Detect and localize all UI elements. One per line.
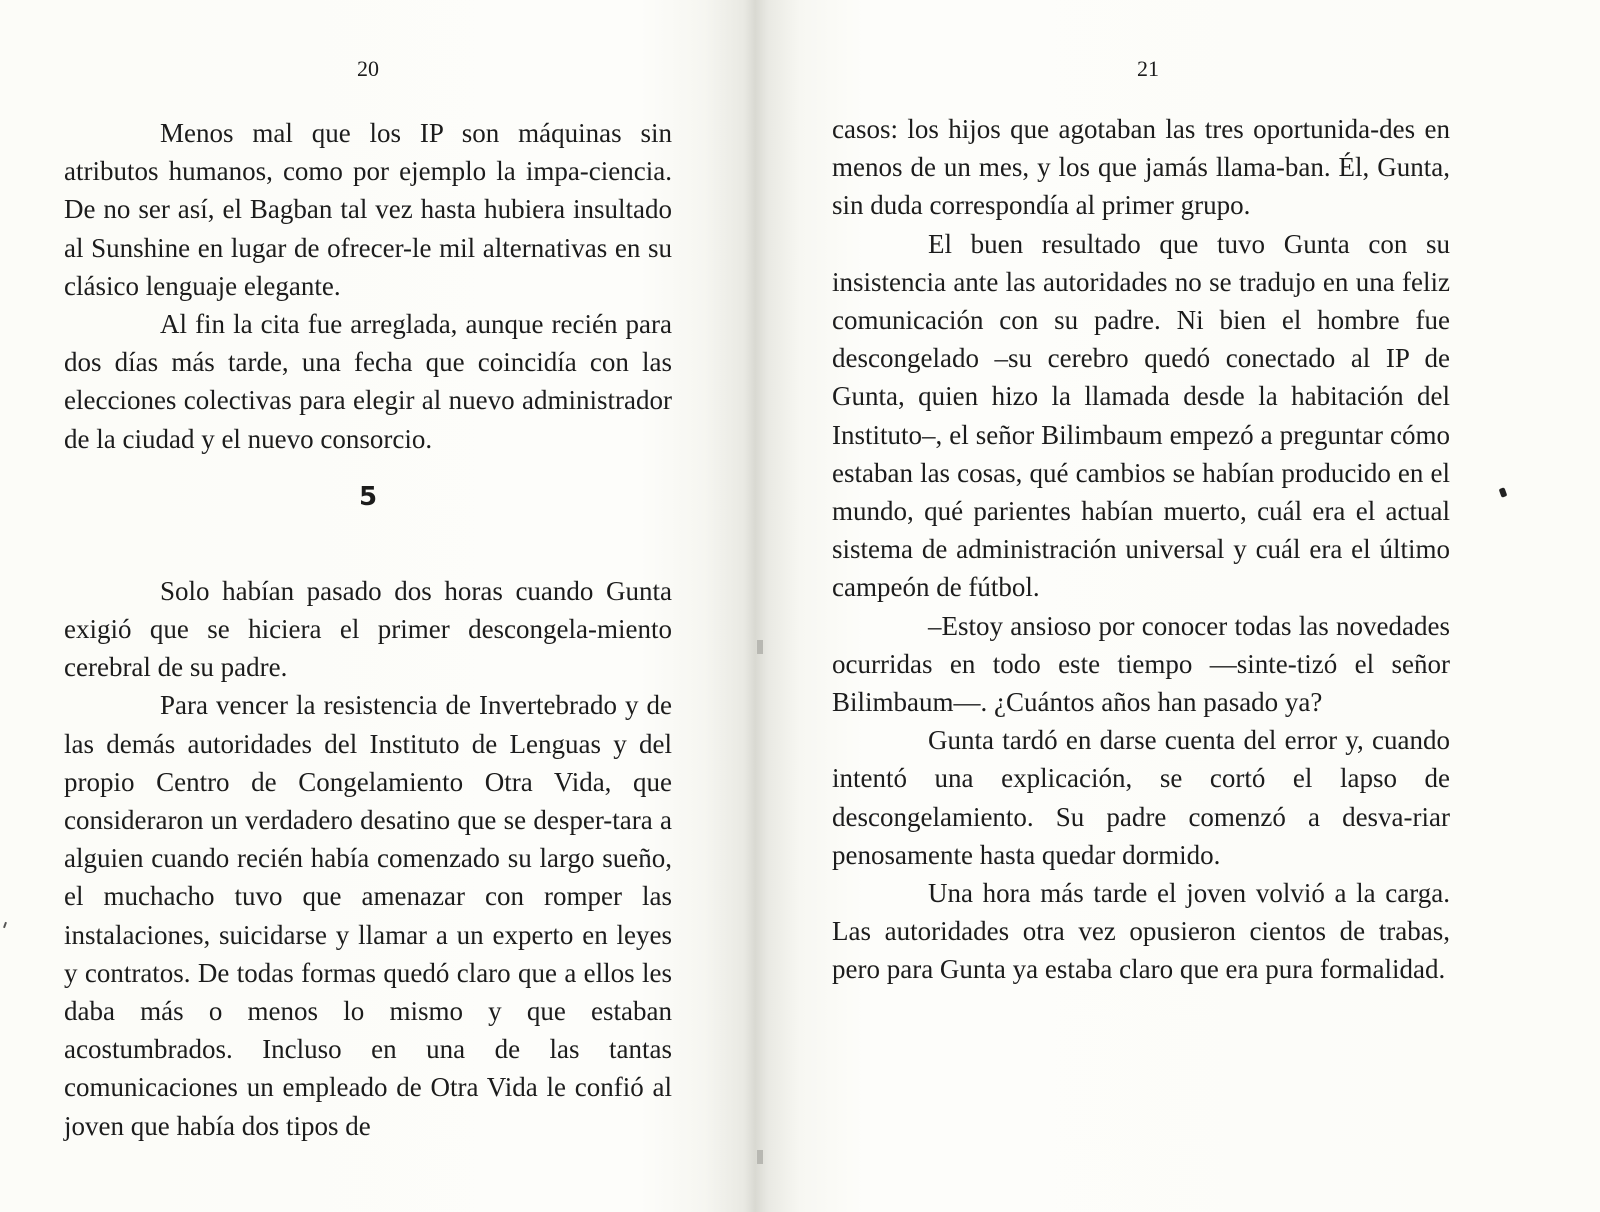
right-paragraph-2: El buen resultado que tuvo Gunta con su insistencia ante las autoridades no se tradujo en una feliz comunicación con su padre. Ni bien el hombre fue descongelado –su cerebro quedó conectado al IP de Gunta, quien hizo la llamada desde la habitación del Instituto–, el señor Bilimbaum empezó a preguntar cómo estaban las cosas, qué cambios se habían producido en el mundo, qué parientes habían muerto, cuál era el actual sistema de administración universal y cuál era el último campeón de fútbol. xyxy=(832,228,1450,603)
left-paragraph-2: Al fin la cita fue arreglada, aunque recién para dos días más tarde, una fecha que coincidía con las elecciones colectivas para elegir al nuevo administrador de la ciudad y el nuevo consorcio. xyxy=(64,309,672,454)
right-paragraph-4: Gunta tardó en darse cuenta del error y, cuando intentó una explicación, se cortó el lapso de descongelamiento. Su padre comenzó a desva-riar penosamente hasta quedar dormido. xyxy=(832,725,1450,870)
left-paragraph-3: Solo habían pasado dos horas cuando Gunta exigió que se hiciera el primer descongela-miento cerebral de su padre. xyxy=(64,575,672,683)
right-paragraph-1: casos: los hijos que agotaban las tres oportunida-des en menos de un mes, y los que jamás llama-ban. Él, Gunta, sin duda correspondía al primer grupo. xyxy=(832,114,1450,221)
right-paragraph-3: –Estoy ansioso por conocer todas las novedades ocurridas en todo este tiempo —sinte-tizó el señor Bilimbaum—. ¿Cuántos años han pasado ya? xyxy=(832,610,1450,718)
right-page-text xyxy=(832,110,1450,989)
left-page xyxy=(0,0,740,1212)
page-number-left: 20 xyxy=(357,56,379,81)
page-number-right: 21 xyxy=(1137,56,1159,81)
left-paragraph-1: Menos mal que los IP son máquinas sin atributos humanos, como por ejemplo la impa-ciencia. De no ser así, el Bagban tal vez hasta hubiera insultado al Sunshine en lugar de ofrecer-le mil alternativas en su clásico lenguaje elegante. xyxy=(64,118,672,301)
section-number: 5 xyxy=(358,481,378,512)
right-page xyxy=(770,0,1600,1212)
left-paragraph-4: Para vencer la resistencia de Invertebrado y de las demás autoridades del Instituto de Lenguas y del propio Centro de Congelamiento Otra Vida, que consideraron un verdadero desatino que se desper-tara a alguien cuando recién había comenzado su largo sueño, el muchacho tuvo que amenazar con romper las instalaciones, suicidarse y llamar a un experto en leyes y contratos. De todas formas quedó claro que a ellos les daba más o menos lo mismo y que estaban acostumbrados. Incluso en una de las tantas comunicaciones un empleado de Otra Vida le confió al joven que había dos tipos de xyxy=(64,690,672,1141)
left-page-text xyxy=(64,114,672,1145)
binding-staple-top xyxy=(757,640,763,654)
right-paragraph-5: Una hora más tarde el joven volvió a la carga. Las autoridades otra vez opusieron cientos de trabas, pero para Gunta ya estaba claro que era pura formalidad. xyxy=(832,878,1450,985)
binding-staple-bottom xyxy=(757,1150,763,1164)
